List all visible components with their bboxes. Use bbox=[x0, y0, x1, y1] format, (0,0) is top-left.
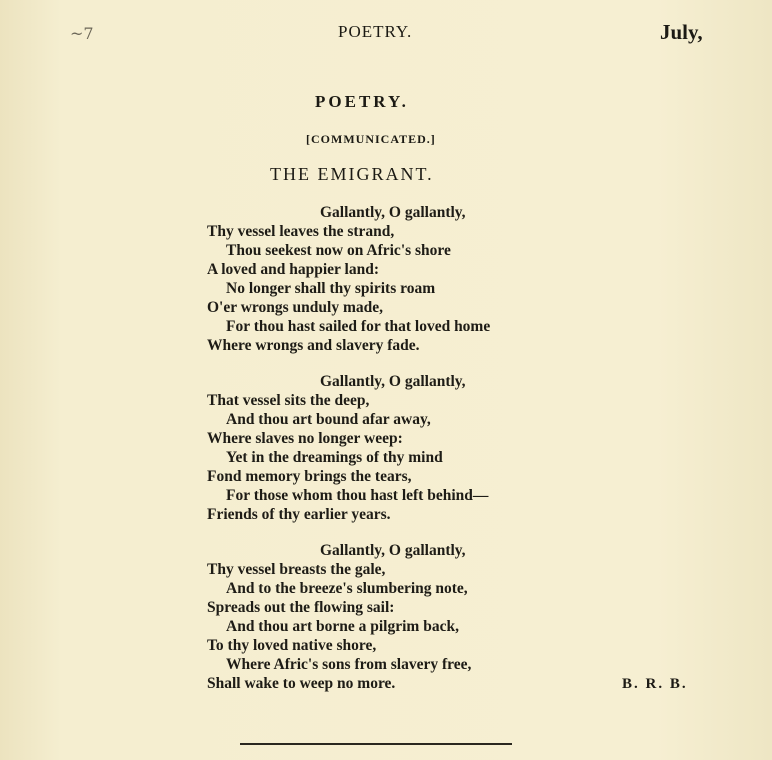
poem-line: Thy vessel breasts the gale, bbox=[207, 561, 386, 578]
section-title: POETRY. bbox=[315, 92, 409, 111]
author-signature: B. R. B. bbox=[622, 676, 688, 692]
poem-line: That vessel sits the deep, bbox=[207, 392, 370, 409]
poem-line: A loved and happier land: bbox=[207, 261, 379, 278]
poem-line: Thy vessel leaves the strand, bbox=[207, 223, 395, 240]
page-number: ~7 bbox=[70, 24, 94, 43]
poem-line: Where wrongs and slavery fade. bbox=[207, 337, 420, 354]
poem-line: Thou seekest now on Afric's shore bbox=[226, 242, 451, 259]
poem-line: No longer shall thy spirits roam bbox=[226, 280, 436, 297]
poem-line: And thou art bound afar away, bbox=[226, 411, 431, 428]
poem-line: Fond memory brings the tears, bbox=[207, 468, 412, 485]
poem-line: Friends of thy earlier years. bbox=[207, 506, 391, 523]
poem-line: Gallantly, O gallantly, bbox=[320, 373, 466, 390]
poem-line: O'er wrongs unduly made, bbox=[207, 299, 383, 316]
poem-line: Gallantly, O gallantly, bbox=[320, 542, 466, 559]
poem-line: Spreads out the flowing sail: bbox=[207, 599, 395, 616]
communicated-note: [COMMUNICATED.] bbox=[306, 132, 436, 146]
poem-line: For thou hast sailed for that loved home bbox=[226, 318, 491, 335]
section-divider bbox=[240, 743, 512, 745]
poem-line: Shall wake to weep no more. bbox=[207, 675, 396, 692]
poem-line: Where slaves no longer weep: bbox=[207, 430, 403, 447]
poem-line: Gallantly, O gallantly, bbox=[320, 204, 466, 221]
poem-line: For those whom thou hast left behind— bbox=[226, 487, 489, 504]
header-month: July, bbox=[660, 20, 703, 44]
running-head: POETRY. bbox=[338, 22, 413, 41]
poem-line: And thou art borne a pilgrim back, bbox=[226, 618, 459, 635]
poem-line: And to the breeze's slumbering note, bbox=[226, 580, 468, 597]
poem-line: Where Afric's sons from slavery free, bbox=[226, 656, 472, 673]
poem-line: Yet in the dreamings of thy mind bbox=[226, 449, 443, 466]
poem-line: To thy loved native shore, bbox=[207, 637, 377, 654]
poem-title: THE EMIGRANT. bbox=[270, 164, 434, 184]
